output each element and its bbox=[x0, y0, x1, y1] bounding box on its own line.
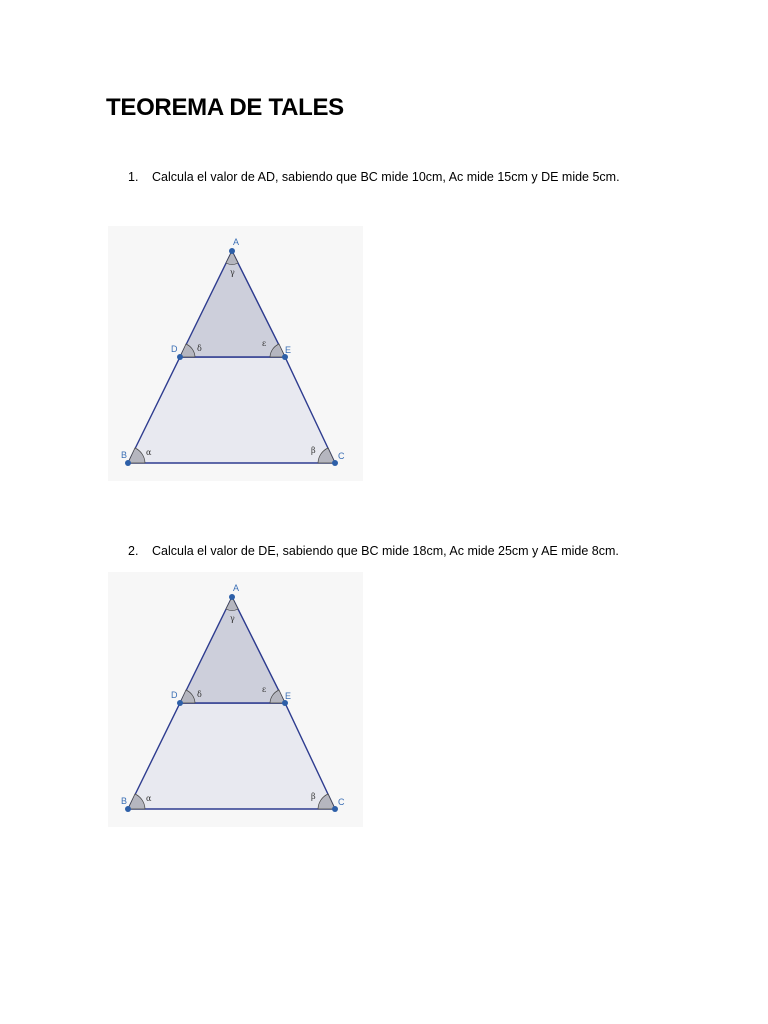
exercise-number: 1. bbox=[128, 170, 139, 184]
vertex-d bbox=[177, 354, 183, 360]
triangle-figure-2 bbox=[108, 572, 363, 827]
label-gamma: γ bbox=[230, 268, 235, 277]
label-a: A bbox=[233, 237, 240, 247]
label-e: E bbox=[285, 345, 292, 355]
label-epsilon: ε bbox=[262, 685, 267, 694]
exercise-text: Calcula el valor de AD, sabiendo que BC mide 10cm, Ac mide 15cm y DE mide 5cm. bbox=[152, 170, 620, 184]
triangle-diagram bbox=[108, 226, 363, 481]
exercise-number: 2. bbox=[128, 544, 139, 558]
triangle-diagram bbox=[108, 572, 363, 827]
vertex-a bbox=[229, 594, 235, 600]
label-d: D bbox=[171, 344, 178, 354]
label-delta: δ bbox=[197, 690, 202, 699]
label-c: C bbox=[338, 451, 345, 461]
label-a: A bbox=[233, 583, 240, 593]
label-alpha: α bbox=[146, 794, 152, 803]
label-epsilon: ε bbox=[262, 339, 267, 348]
exercise-1 bbox=[128, 170, 620, 184]
label-gamma: γ bbox=[230, 614, 235, 623]
exercise-text: Calcula el valor de DE, sabiendo que BC mide 18cm, Ac mide 25cm y AE mide 8cm. bbox=[152, 544, 619, 558]
page-title: TEOREMA DE TALES bbox=[106, 94, 344, 121]
vertex-a bbox=[229, 248, 235, 254]
label-delta: δ bbox=[197, 344, 202, 353]
label-beta: β bbox=[311, 446, 316, 455]
label-beta: β bbox=[311, 792, 316, 801]
label-b: B bbox=[121, 450, 128, 460]
label-b: B bbox=[121, 796, 128, 806]
label-d: D bbox=[171, 690, 178, 700]
label-alpha: α bbox=[146, 448, 152, 457]
exercise-2 bbox=[128, 544, 619, 558]
label-e: E bbox=[285, 691, 292, 701]
vertex-d bbox=[177, 700, 183, 706]
label-c: C bbox=[338, 797, 345, 807]
vertex-b bbox=[125, 460, 131, 466]
vertex-b bbox=[125, 806, 131, 812]
triangle-figure-1 bbox=[108, 226, 363, 481]
